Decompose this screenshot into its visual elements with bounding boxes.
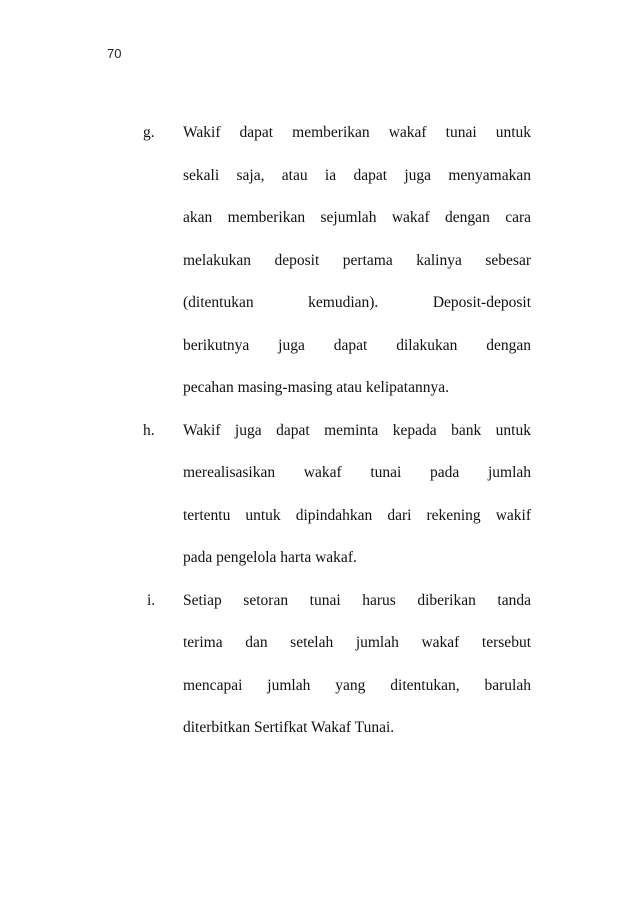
text-line: pecahan masing-masing atau kelipatannya.	[183, 379, 449, 396]
list-marker-h: h.	[143, 421, 155, 439]
list-item-g	[0, 119, 638, 417]
text-line: merealisasikan wakaf tunai pada jumlah	[183, 464, 531, 481]
text-line: tertentu untuk dipindahkan dari rekening wakif	[183, 506, 531, 524]
list-item-i	[0, 587, 638, 757]
list-marker-g: g.	[143, 124, 155, 141]
text-line: diterbitkan Sertifkat Wakaf Tunai.	[183, 719, 395, 736]
lettered-list	[0, 119, 638, 757]
text-line: mencapai jumlah yang ditentukan, barulah	[183, 676, 531, 694]
text-line: Setiap setoran tunai harus diberikan tanda	[183, 591, 531, 609]
text-line: Wakif dapat memberikan wakaf tunai untuk	[183, 124, 531, 141]
list-marker-i: i.	[147, 591, 156, 609]
text-line: akan memberikan sejumlah wakaf dengan cara	[183, 209, 531, 226]
text-line: Wakif juga dapat meminta kepada bank untuk	[183, 421, 531, 439]
text-line: terima dan setelah jumlah wakaf tersebut	[183, 634, 531, 651]
text-line: berikutnya juga dapat dilakukan dengan	[183, 336, 531, 354]
text-line: sekali saja, atau ia dapat juga menyamakan	[183, 166, 531, 184]
text-line: pada pengelola harta wakaf.	[183, 549, 357, 566]
page-number: 70	[107, 46, 122, 61]
list-item-h	[0, 417, 638, 587]
text-line: (ditentukan kemudian). Deposit-deposit	[183, 294, 531, 311]
text-line: melakukan deposit pertama kalinya sebesar	[183, 251, 531, 269]
